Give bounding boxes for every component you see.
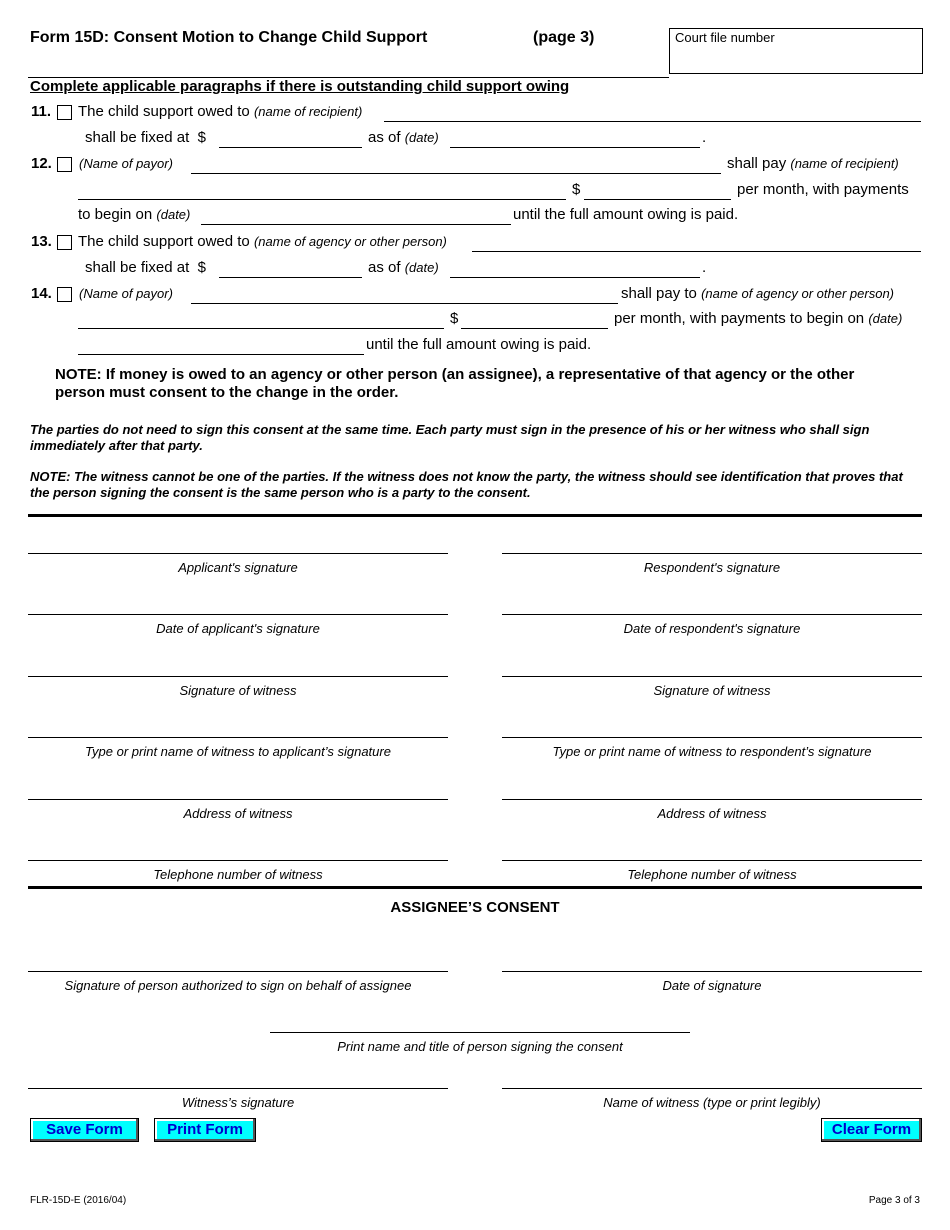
assignee-note: NOTE: If money is owed to an agency or other person (an assignee), a representative of that agency or the other person must consent to the change in the order. bbox=[55, 366, 855, 401]
p14-amount-field[interactable] bbox=[461, 328, 608, 329]
p14-dollar: $ bbox=[450, 310, 459, 327]
p14-payor-hint: (Name of payor) bbox=[79, 286, 173, 301]
witness-note: NOTE: The witness cannot be one of the parties. If the witness does not know the party, the witness should see identification that proves that the person signing the consent is the same person who is a party to the consent. bbox=[30, 469, 903, 500]
page-number: Page 3 of 3 bbox=[868, 1195, 920, 1206]
paragraph-14-number: 14. bbox=[31, 285, 52, 302]
p11-period: . bbox=[702, 129, 707, 146]
court-file-number-label: Court file number bbox=[675, 30, 775, 45]
page-label: (page 3) bbox=[533, 29, 595, 46]
p14-date-field[interactable] bbox=[78, 354, 364, 355]
paragraph-14-checkbox[interactable] bbox=[57, 287, 72, 302]
save-form-button[interactable]: Save Form bbox=[30, 1118, 139, 1142]
p14-per-month: per month, with payments to begin on (date) bbox=[614, 310, 903, 327]
paragraph-13-checkbox[interactable] bbox=[57, 235, 72, 250]
p11-asof-text: as of (date) bbox=[368, 129, 439, 146]
applicant-date-caption: Date of applicant's signature bbox=[156, 621, 320, 636]
paragraph-13-number: 13. bbox=[31, 233, 52, 250]
p12-payor-hint: (Name of payor) bbox=[79, 156, 173, 171]
applicant-witness-address-caption: Address of witness bbox=[183, 806, 293, 821]
assignee-witness-signature-field[interactable] bbox=[28, 1088, 448, 1110]
paragraph-12-number: 12. bbox=[31, 155, 52, 172]
assignee-date-field[interactable] bbox=[502, 971, 922, 993]
applicant-witness-name-field[interactable] bbox=[28, 737, 448, 759]
respondent-witness-address-caption: Address of witness bbox=[657, 806, 767, 821]
assignee-witness-signature-caption: Witness’s signature bbox=[181, 1095, 295, 1110]
p14-until: until the full amount owing is paid. bbox=[366, 336, 592, 353]
section-divider-assignee bbox=[28, 886, 922, 889]
applicant-signature-caption: Applicant's signature bbox=[178, 560, 298, 575]
form-title: Form 15D: Consent Motion to Change Child Support bbox=[30, 29, 428, 46]
section-divider-top bbox=[28, 514, 922, 517]
p13-period: . bbox=[702, 259, 707, 276]
assignee-witness-name-field[interactable] bbox=[502, 1088, 922, 1110]
p12-dollar: $ bbox=[572, 181, 581, 198]
court-file-number-field[interactable] bbox=[669, 28, 923, 74]
p12-recipient-field[interactable] bbox=[78, 199, 566, 200]
p12-until: until the full amount owing is paid. bbox=[513, 206, 739, 223]
p12-amount-field[interactable] bbox=[584, 199, 731, 200]
respondent-witness-name-caption: Type or print name of witness to respondent’s signature bbox=[552, 744, 872, 759]
applicant-witness-signature-field[interactable] bbox=[28, 676, 448, 698]
applicant-signature-field[interactable] bbox=[28, 553, 448, 575]
assignee-print-name-field[interactable] bbox=[270, 1032, 690, 1054]
respondent-signature-field[interactable] bbox=[502, 553, 922, 575]
paragraph-11-text: The child support owed to (name of recipient) bbox=[78, 103, 363, 120]
p13-agency-field[interactable] bbox=[472, 251, 921, 252]
respondent-witness-signature-caption: Signature of witness bbox=[653, 683, 771, 698]
assignee-witness-name-caption: Name of witness (type or print legibly) bbox=[603, 1095, 821, 1110]
respondent-date-caption: Date of respondent's signature bbox=[623, 621, 801, 636]
section-heading: Complete applicable paragraphs if there is outstanding child support owing bbox=[30, 78, 570, 95]
respondent-witness-phone-caption: Telephone number of witness bbox=[627, 867, 797, 882]
respondent-witness-signature-field[interactable] bbox=[502, 676, 922, 698]
p14-shall-pay: shall pay to (name of agency or other person) bbox=[621, 285, 894, 302]
p13-date-field[interactable] bbox=[450, 277, 700, 278]
respondent-date-field[interactable] bbox=[502, 614, 922, 636]
p11-amount-field[interactable] bbox=[219, 147, 362, 148]
assignee-consent-heading: ASSIGNEE’S CONSENT bbox=[390, 899, 560, 916]
p11-recipient-field[interactable] bbox=[384, 121, 921, 122]
p11-date-field[interactable] bbox=[450, 147, 700, 148]
p14-payor-field[interactable] bbox=[191, 303, 618, 304]
paragraph-12-checkbox[interactable] bbox=[57, 157, 72, 172]
paragraph-11-number: 11. bbox=[31, 103, 52, 120]
applicant-witness-name-caption: Type or print name of witness to applicant’s signature bbox=[85, 744, 391, 759]
applicant-witness-phone-caption: Telephone number of witness bbox=[153, 867, 323, 882]
assignee-authorized-signature-caption: Signature of person authorized to sign on behalf of assignee bbox=[64, 978, 412, 993]
p13-asof-text: as of (date) bbox=[368, 259, 439, 276]
p12-payor-field[interactable] bbox=[191, 173, 721, 174]
print-form-button[interactable]: Print Form bbox=[154, 1118, 256, 1142]
p12-shall-pay: shall pay (name of recipient) bbox=[727, 155, 899, 172]
p11-fixed-text: shall be fixed at $ bbox=[85, 129, 206, 146]
applicant-witness-phone-field[interactable] bbox=[28, 860, 448, 882]
p12-begin-text: to begin on (date) bbox=[78, 206, 191, 223]
respondent-witness-name-field[interactable] bbox=[502, 737, 922, 759]
applicant-witness-signature-caption: Signature of witness bbox=[179, 683, 297, 698]
clear-form-button[interactable]: Clear Form bbox=[821, 1118, 922, 1142]
p12-per-month: per month, with payments bbox=[737, 181, 909, 198]
respondent-witness-address-field[interactable] bbox=[502, 799, 922, 821]
respondent-signature-caption: Respondent's signature bbox=[643, 560, 781, 575]
assignee-print-name-caption: Print name and title of person signing the consent bbox=[337, 1039, 623, 1054]
assignee-date-caption: Date of signature bbox=[662, 978, 762, 993]
signing-instructions: The parties do not need to sign this consent at the same time. Each party must sign in the presence of his or her witness who shall sign immediately after that party. bbox=[30, 422, 870, 453]
paragraph-11-checkbox[interactable] bbox=[57, 105, 72, 120]
p12-date-field[interactable] bbox=[201, 224, 511, 225]
p13-amount-field[interactable] bbox=[219, 277, 362, 278]
applicant-date-field[interactable] bbox=[28, 614, 448, 636]
respondent-witness-phone-field[interactable] bbox=[502, 860, 922, 882]
form-id: FLR-15D-E (2016/04) bbox=[30, 1195, 127, 1206]
p14-agency-field[interactable] bbox=[78, 328, 444, 329]
paragraph-13-text: The child support owed to (name of agency or other person) bbox=[78, 233, 447, 250]
p13-fixed-text: shall be fixed at $ bbox=[85, 259, 206, 276]
assignee-authorized-signature-field[interactable] bbox=[28, 971, 448, 993]
applicant-witness-address-field[interactable] bbox=[28, 799, 448, 821]
